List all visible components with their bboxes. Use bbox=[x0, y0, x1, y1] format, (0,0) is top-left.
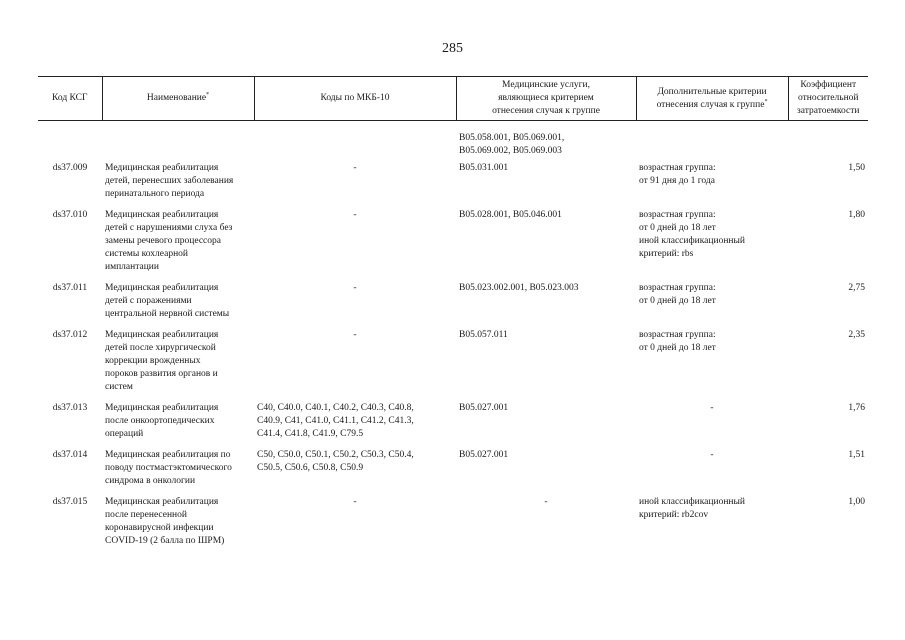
criteria-line: возрастная группа: bbox=[639, 330, 716, 340]
continuation-row bbox=[38, 121, 868, 163]
code-cell bbox=[38, 496, 102, 556]
coefficient-value: 2,35 bbox=[848, 330, 865, 340]
criteria-line: от 0 дней до 18 лет bbox=[639, 296, 716, 306]
criteria-cell bbox=[636, 402, 788, 449]
services-line: B05.057.011 bbox=[459, 330, 508, 340]
criteria-line: иной классификационный bbox=[639, 236, 745, 246]
services-cell bbox=[456, 449, 636, 496]
criteria-cell bbox=[636, 496, 788, 556]
name-line: Медицинская реабилитация bbox=[105, 330, 219, 340]
services-cell bbox=[456, 209, 636, 282]
name-line: имплантации bbox=[105, 262, 159, 272]
coefficient-cell bbox=[788, 282, 868, 329]
criteria-line: от 0 дней до 18 лет bbox=[639, 223, 716, 233]
criteria-cell bbox=[636, 449, 788, 496]
mkb-codes-line: - bbox=[353, 210, 357, 220]
coefficient-cell bbox=[788, 449, 868, 496]
coefficient-value: 2,75 bbox=[848, 283, 865, 293]
mkb-codes-cell bbox=[254, 282, 456, 329]
criteria-cell bbox=[636, 329, 788, 402]
code-value: ds37.012 bbox=[52, 330, 88, 340]
services-cell bbox=[456, 496, 636, 556]
mkb-codes-line: - bbox=[353, 283, 357, 293]
mkb-codes-line: C50.5, C50.6, C50.8, C50.9 bbox=[257, 463, 364, 473]
name-line: центральной нервной системы bbox=[105, 309, 230, 319]
services-cell bbox=[456, 162, 636, 209]
table-row bbox=[38, 209, 868, 282]
criteria-line: возрастная группа: bbox=[639, 163, 716, 173]
coefficient-value: 1,76 bbox=[848, 403, 865, 413]
services-cell bbox=[456, 282, 636, 329]
services-line: B05.027.001 bbox=[459, 450, 509, 460]
code-cell bbox=[38, 329, 102, 402]
services-line: B05.028.001, B05.046.001 bbox=[459, 210, 562, 220]
coefficient-cell bbox=[788, 329, 868, 402]
mkb-codes-cell bbox=[254, 162, 456, 209]
name-line: операций bbox=[105, 429, 144, 439]
name-line: коронавирусной инфекции bbox=[105, 523, 214, 533]
name-line: пороков развития органов и bbox=[105, 369, 218, 379]
criteria-line: от 91 дня до 1 года bbox=[639, 176, 715, 186]
code-cell bbox=[38, 282, 102, 329]
coefficient-value: 1,80 bbox=[848, 210, 865, 220]
code-value: ds37.014 bbox=[52, 450, 88, 460]
mkb-codes-cell bbox=[254, 496, 456, 556]
code-cell bbox=[38, 449, 102, 496]
services-line: - bbox=[544, 497, 548, 507]
name-cell bbox=[102, 282, 254, 329]
name-line: Медицинская реабилитация bbox=[105, 283, 219, 293]
criteria-line: критерий: rb2cov bbox=[639, 510, 709, 520]
criteria-line: критерий: rbs bbox=[639, 249, 694, 259]
name-cell bbox=[102, 496, 254, 556]
services-line: B05.027.001 bbox=[459, 403, 509, 413]
services-cell bbox=[456, 329, 636, 402]
services-cell bbox=[456, 402, 636, 449]
code-value: ds37.015 bbox=[52, 497, 88, 507]
name-line: детей после хирургической bbox=[105, 343, 216, 353]
name-line: систем bbox=[105, 382, 133, 392]
mkb-codes-line: - bbox=[353, 163, 357, 173]
criteria-line: возрастная группа: bbox=[639, 283, 716, 293]
coefficient-value: 1,50 bbox=[848, 163, 865, 173]
mkb-codes-line: C41.4, C41.8, C41.9, C79.5 bbox=[257, 429, 364, 439]
name-line: детей, перенесших заболевания bbox=[105, 176, 234, 186]
table-row bbox=[38, 449, 868, 496]
name-line: детей с поражениями bbox=[105, 296, 192, 306]
name-line: COVID-19 (2 балла по ШРМ) bbox=[105, 536, 225, 546]
mkb-codes-line: C50, C50.0, C50.1, C50.2, C50.3, C50.4, bbox=[257, 450, 414, 460]
ksg-table bbox=[38, 76, 868, 556]
table-row bbox=[38, 496, 868, 556]
page-number: 285 bbox=[442, 41, 463, 56]
name-line: Медицинская реабилитация bbox=[105, 497, 219, 507]
name-line: Медицинская реабилитация bbox=[105, 210, 219, 220]
table-row bbox=[38, 282, 868, 329]
code-value: ds37.011 bbox=[52, 283, 88, 293]
mkb-codes-cell bbox=[254, 329, 456, 402]
name-line: Медицинская реабилитация по bbox=[105, 450, 231, 460]
name-line: после перенесенной bbox=[105, 510, 187, 520]
name-line: перинатального периода bbox=[105, 189, 205, 199]
table-row bbox=[38, 402, 868, 449]
name-line: Медицинская реабилитация bbox=[105, 403, 219, 413]
criteria-cell bbox=[636, 209, 788, 282]
name-line: детей с нарушениями слуха без bbox=[105, 223, 233, 233]
code-value: ds37.010 bbox=[52, 210, 88, 220]
services-line: B05.031.001 bbox=[459, 163, 509, 173]
services-line: B05.023.002.001, B05.023.003 bbox=[459, 283, 579, 293]
code-cell bbox=[38, 162, 102, 209]
criteria-cell bbox=[636, 282, 788, 329]
code-cell bbox=[38, 402, 102, 449]
name-cell bbox=[102, 402, 254, 449]
name-line: после онкоортопедических bbox=[105, 416, 215, 426]
criteria-line: - bbox=[710, 450, 714, 460]
coefficient-cell bbox=[788, 162, 868, 209]
name-line: Медицинская реабилитация bbox=[105, 163, 219, 173]
name-cell bbox=[102, 209, 254, 282]
name-line: синдрома в онкологии bbox=[105, 476, 196, 486]
coefficient-value: 1,51 bbox=[848, 450, 865, 460]
table-row bbox=[38, 329, 868, 402]
mkb-codes-line: - bbox=[353, 497, 357, 507]
criteria-cell bbox=[636, 162, 788, 209]
code-value: ds37.013 bbox=[52, 403, 88, 413]
header-mkb: Коды по МКБ-10 bbox=[254, 77, 456, 121]
coefficient-cell bbox=[788, 496, 868, 556]
name-line: поводу постмастэктомического bbox=[105, 463, 232, 473]
continuation-services: B05.058.001, B05.069.001, B05.069.002, B05.069.003 bbox=[459, 133, 565, 156]
mkb-codes-line: C40, C40.0, C40.1, C40.2, C40.3, C40.8, bbox=[257, 403, 414, 413]
criteria-line: иной классификационный bbox=[639, 497, 745, 507]
code-value: ds37.009 bbox=[52, 163, 88, 173]
header-code: Код КСГ bbox=[38, 77, 102, 121]
header-name: Наименование* bbox=[102, 77, 254, 121]
table-header-row bbox=[38, 77, 868, 121]
mkb-codes-cell bbox=[254, 209, 456, 282]
code-cell bbox=[38, 209, 102, 282]
header-criteria: Дополнительные критерии отнесения случая к группе* bbox=[636, 77, 788, 121]
criteria-line: возрастная группа: bbox=[639, 210, 716, 220]
mkb-codes-line: C40.9, C41, C41.0, C41.1, C41.2, C41.3, bbox=[257, 416, 414, 426]
name-cell bbox=[102, 449, 254, 496]
mkb-codes-cell bbox=[254, 402, 456, 449]
coefficient-cell bbox=[788, 402, 868, 449]
coefficient-value: 1,00 bbox=[848, 497, 865, 507]
criteria-line: от 0 дней до 18 лет bbox=[639, 343, 716, 353]
name-line: коррекции врожденных bbox=[105, 356, 201, 366]
mkb-codes-cell bbox=[254, 449, 456, 496]
table-body bbox=[38, 121, 868, 557]
name-cell bbox=[102, 162, 254, 209]
table-row bbox=[38, 162, 868, 209]
header-coefficient: Коэффициент относительной затратоемкости bbox=[788, 77, 868, 121]
mkb-codes-line: - bbox=[353, 330, 357, 340]
header-services: Медицинские услуги, являющиеся критерием отнесения случая к группе bbox=[456, 77, 636, 121]
criteria-line: - bbox=[710, 403, 714, 413]
name-line: системы кохлеарной bbox=[105, 249, 189, 259]
name-line: замены речевого процессора bbox=[105, 236, 221, 246]
name-cell bbox=[102, 329, 254, 402]
coefficient-cell bbox=[788, 209, 868, 282]
